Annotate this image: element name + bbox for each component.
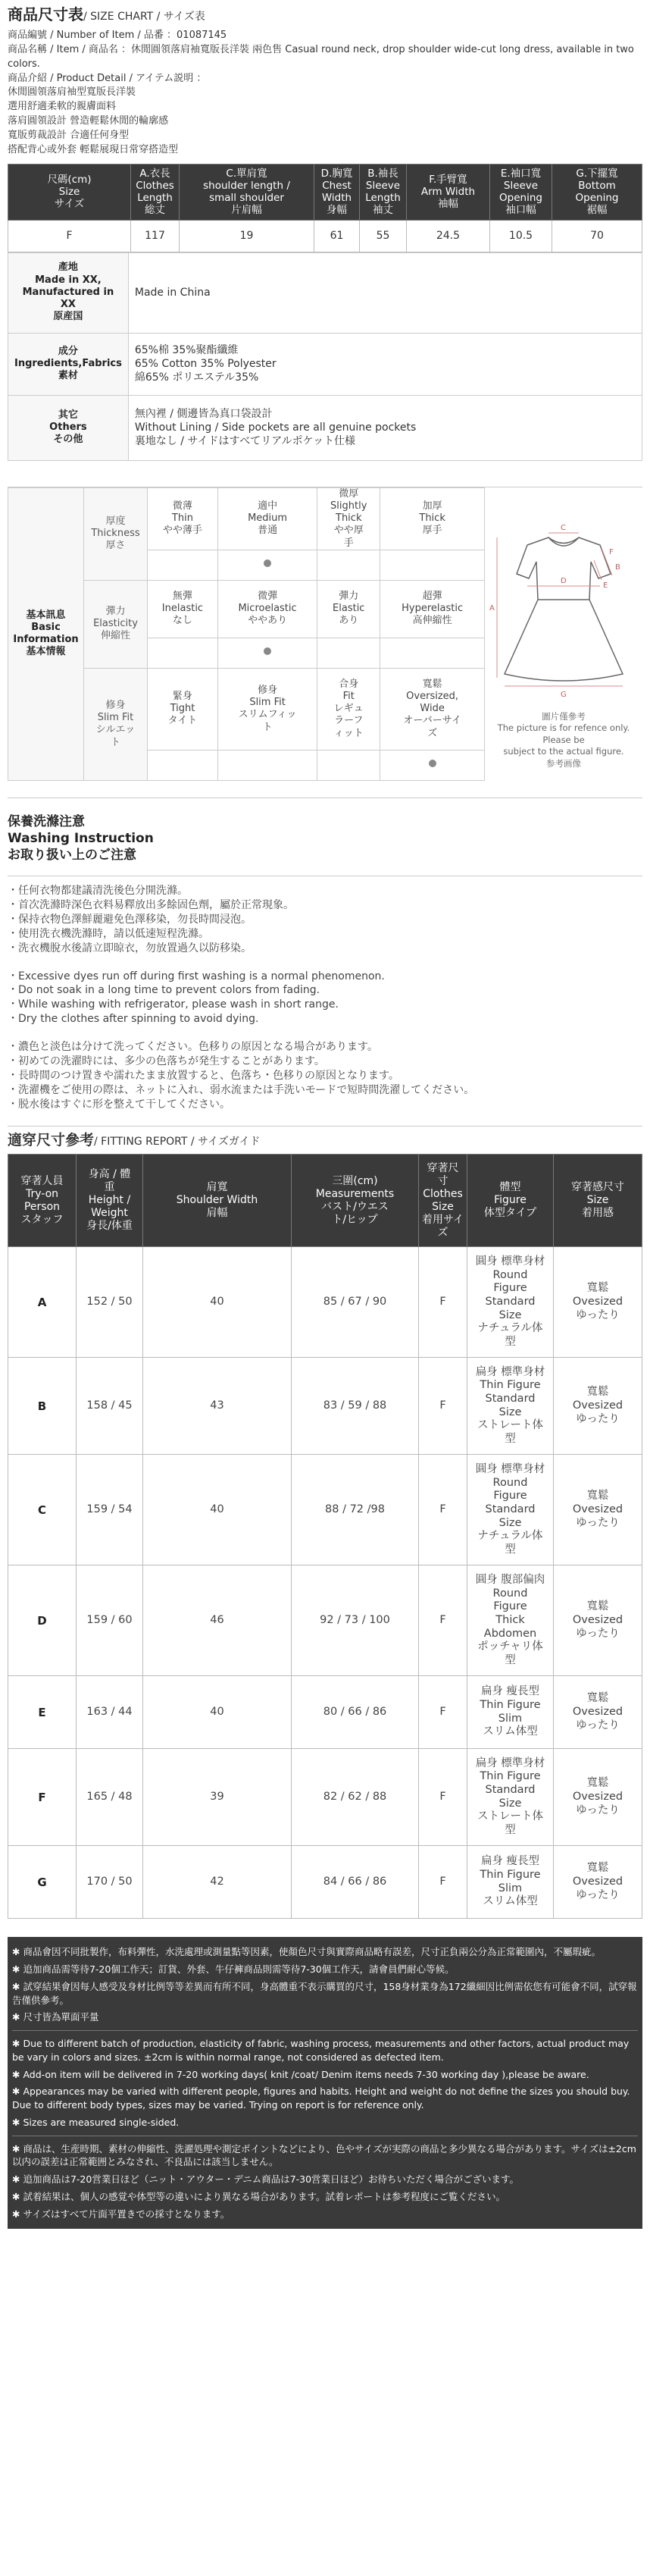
shoulder-width: 40	[143, 1676, 292, 1749]
dot-cell	[148, 638, 218, 668]
diagram-letter: A	[489, 603, 495, 613]
product-detail-line: 選用舒適柔軟的親膚面料	[8, 101, 117, 113]
figure-type: 圓身 標準身材 Round Figure Standard Size ナチュラル体 型	[467, 1455, 554, 1565]
basic-info-label: 基本訊息 Basic Information 基本情報	[8, 487, 84, 780]
clothes-size: F	[419, 1455, 467, 1565]
size-chart-heading	[8, 3, 642, 29]
fit-option: 合身 Fit レギュ ラーフ ィット	[317, 668, 380, 750]
measurements: 92 / 73 / 100	[292, 1565, 419, 1676]
measurements-header: 三圍(cm) Measurements バスト/ウエス ト/ヒップ	[292, 1155, 419, 1247]
size-table	[8, 164, 642, 252]
others-value: 無內裡 / 側邊皆為真口袋設計 Without Lining / Side pockets are all genuine pockets 裏地なし / サイドはすべてリアルポケット仕様	[128, 395, 642, 460]
size-header: 尺碼(cm) Size サイズ	[8, 164, 131, 220]
table-row	[8, 220, 642, 252]
measurements: 84 / 66 / 86	[292, 1846, 419, 1919]
table-row	[8, 1676, 642, 1749]
diagram-letter: D	[561, 576, 567, 585]
clothes-size: F	[419, 1247, 467, 1358]
chest-width-cell: 61	[314, 220, 360, 252]
basic-info-section	[8, 487, 642, 781]
washing-line: ・脱水後はすぐに形を整えて干してください。	[8, 1098, 230, 1111]
fit-feel: 寬鬆 Ovesized ゆったり	[554, 1749, 642, 1846]
fit-option: 修身 Slim Fit スリムフィッ ト	[217, 668, 317, 750]
person-header: 穿著人員 Try-on Person スタッフ	[8, 1155, 77, 1247]
bottom-opening-cell: 70	[552, 220, 642, 252]
fit-feel: 寬鬆 Ovesized ゆったり	[554, 1455, 642, 1565]
note-line: ✱ 試着結果は、個人の感覚や体型等の違いにより異なる場合があります。試着レポートは参考程度にご覧ください。	[12, 2190, 505, 2202]
divider	[12, 2030, 638, 2031]
shoulder-width-header: 肩寬 Shoulder Width 肩幅	[143, 1155, 292, 1247]
others-row	[8, 395, 642, 460]
figure-type: 扁身 瘦長型 Thin Figure Slim スリム体型	[467, 1846, 554, 1919]
sleeve-length-header: B.袖長 Sleeve Length 袖丈	[360, 164, 407, 220]
dot-cell	[217, 550, 317, 580]
washing-line: ・任何衣物都建議清洗後色分開洗滌。	[8, 885, 188, 898]
dot-cell	[217, 750, 317, 780]
shoulder-width: 42	[143, 1846, 292, 1919]
selected-dot-icon	[264, 559, 271, 567]
measurements: 83 / 59 / 88	[292, 1358, 419, 1455]
chest-width-header: D.胸寬 Chest Width 身幅	[314, 164, 360, 220]
note-line: ✱ 追加商品需等待7-20個工作天；訂貨、外套、牛仔褲商品則需等待7-30個工作天，請會員們耐心等候。	[12, 1963, 455, 1976]
figure-type: 扁身 標準身材 Thin Figure Standard Size ストレート体 型	[467, 1749, 554, 1846]
clothes-size: F	[419, 1846, 467, 1919]
table-row	[8, 1247, 642, 1358]
shoulder-width: 40	[143, 1247, 292, 1358]
product-detail-line: 搭配背心或外套 輕鬆展現日常穿搭造型	[8, 143, 179, 155]
elasticity-option: 超彈 Hyperelastic 高伸縮性	[380, 580, 485, 638]
dot-cell	[380, 638, 485, 668]
height-weight: 152 / 50	[77, 1247, 143, 1358]
diagram-note: 圖片僅參考 The picture is for refence only. Please be subject to the actual figure. 参考画像	[497, 710, 630, 769]
size-chart-subtitle: / SIZE CHART / サイズ表	[83, 11, 205, 23]
figure-type: 圓身 腹部偏肉 Round Figure Thick Abdomen ポッチャリ体 型	[467, 1565, 554, 1676]
clothes-length-cell: 117	[131, 220, 180, 252]
height-weight: 159 / 54	[77, 1455, 143, 1565]
diagram-letter: E	[603, 581, 608, 590]
diagram-letter: B	[615, 563, 620, 572]
fabric-value: 65%棉 35%聚酯纖維 65% Cotton 35% Polyester 綿65% ポリエステル35%	[128, 333, 642, 395]
origin-value: Made in China	[128, 252, 642, 333]
washing-line: ・Do not soak in a long time to prevent colors from fading.	[8, 984, 320, 997]
size-chart-title: 商品尺寸表	[8, 5, 83, 24]
dot-cell	[217, 638, 317, 668]
clothes-size: F	[419, 1565, 467, 1676]
dress-diagram	[485, 487, 642, 781]
note-line: ✱ サイズはすべて片面平置きでの採寸となります。	[12, 2208, 230, 2220]
person-name: G	[8, 1846, 77, 1919]
dot-cell	[317, 550, 380, 580]
clothes-length-header: A.衣長 Clothes Length 総丈	[131, 164, 180, 220]
diagram-letter: F	[609, 547, 614, 556]
product-detail-line: 落肩圓領設計 營造輕鬆休閒的輪廓感	[8, 115, 169, 127]
measurements: 88 / 72 /98	[292, 1455, 419, 1565]
product-detail-line: 寬版剪裁設計 合適任何身型	[8, 129, 130, 141]
person-name: B	[8, 1358, 77, 1455]
height-weight: 165 / 48	[77, 1749, 143, 1846]
fit-feel: 寬鬆 Ovesized ゆったり	[554, 1846, 642, 1919]
washing-title-jp: お取り扱い上のご注意	[8, 848, 136, 863]
selected-dot-icon	[264, 647, 271, 655]
height-weight: 170 / 50	[77, 1846, 143, 1919]
washing-line: ・使用洗衣機洗滌時，請以低速短程洗滌。	[8, 927, 209, 940]
thickness-label: 厚度 Thickness 厚さ	[84, 487, 148, 580]
elasticity-option: 無彈 Inelastic なし	[148, 580, 218, 638]
fit-feel: 寬鬆 Ovesized ゆったり	[554, 1676, 642, 1749]
elasticity-option: 彈力 Elastic あり	[317, 580, 380, 638]
fabric-row	[8, 333, 642, 395]
shoulder-length-cell: 19	[180, 220, 314, 252]
thickness-option: 微薄 Thin やや薄手	[148, 487, 218, 550]
washing-line: ・長時間のつけ置きや濡れたまま放置すると、色落ち・色移りの原因となります。	[8, 1069, 399, 1082]
thickness-row	[8, 487, 485, 550]
note-line: ✱ 追加商品は7-20営業日ほど（ニット・アウター・デニム商品は7-30営業日ほど）お待ちいただく場合がございます。	[12, 2173, 520, 2186]
fit-label: 修身 Slim Fit シルエッ ト	[84, 668, 148, 780]
product-number: 商品編號 / Number of Item / 品番 ：01087145	[8, 30, 227, 41]
fit-feel: 寬鬆 Ovesized ゆったり	[554, 1358, 642, 1455]
thickness-option: 加厚 Thick 厚手	[380, 487, 485, 550]
table-row	[8, 1846, 642, 1919]
figure-type: 扁身 瘦長型 Thin Figure Slim スリム体型	[467, 1676, 554, 1749]
height-weight: 158 / 45	[77, 1358, 143, 1455]
washing-title-zh: 保養洗滌注意	[8, 813, 85, 829]
size-table-header	[8, 164, 642, 220]
thickness-option: 適中 Medium 普通	[217, 487, 317, 550]
note-line: ✱ Add-on item will be delivered in 7-20 working days( knit /coat/ Denim items needs 7-30 working day ),please be aware.	[12, 2068, 589, 2080]
note-line: ✱ Appearances may be varied with different people, figures and habits. Height and weight do not define the sizes you should buy. Due to different body types, sizes may be varied. Trying on report is for reference only.	[12, 2086, 630, 2111]
fitting-heading	[8, 1126, 642, 1155]
bottom-opening-header: G.下擺寬 Bottom Opening 裾幅	[552, 164, 642, 220]
washing-line: ・Dry the clothes after spinning to avoid dying.	[8, 1013, 259, 1026]
note-line: ✱ 商品會因不同批製作，布料彈性，水洗處理或測量點等因素，使顏色尺寸與實際商品略有誤差，尺寸正負兩公分為正常範圍內，不屬瑕疵。	[12, 1946, 601, 1958]
note-line: ✱ Sizes are measured single-sided.	[12, 2116, 180, 2128]
selected-dot-icon	[429, 760, 436, 767]
person-name: A	[8, 1247, 77, 1358]
dress-sketch-icon	[488, 515, 639, 704]
fit-feel: 寬鬆 Ovesized ゆったり	[554, 1247, 642, 1358]
measurements: 85 / 67 / 90	[292, 1247, 419, 1358]
sleeve-opening-cell: 10.5	[490, 220, 552, 252]
note-line: ✱ 尺寸皆為單面平量	[12, 2011, 99, 2023]
fitting-table-header	[8, 1155, 642, 1247]
height-weight-header: 身高 / 體 重 Height / Weight 身長/体重	[77, 1155, 143, 1247]
fit-option: 寬鬆 Oversized, Wide オーバーサイ ズ	[380, 668, 485, 750]
clothes-size: F	[419, 1749, 467, 1846]
origin-label: 產地 Made in XX, Manufactured in XX 原産国	[8, 252, 129, 333]
table-row	[8, 1565, 642, 1676]
table-row	[8, 1749, 642, 1846]
fit-feel-header: 穿著感尺寸 Size 着用感	[554, 1155, 642, 1247]
arm-width-cell: 24.5	[407, 220, 490, 252]
washing-line: ・While washing with refrigerator, please wash in short range.	[8, 998, 339, 1011]
washing-line: ・洗濯機をご使用の際は、ネットに入れ、弱水流または手洗いモードで短時間洗濯してください。	[8, 1083, 475, 1096]
washing-line: ・濃色と淡色は分けて洗ってください。色移りの原因となる場合があります。	[8, 1041, 378, 1054]
diagram-letter: G	[561, 690, 567, 699]
washing-line: ・首次洗滌時深色衣料易釋放出多餘固色劑，屬於正常現象。	[8, 899, 294, 912]
fabric-label: 成分 Ingredients,Fabrics 素材	[8, 333, 129, 395]
product-detail-label: 商品介紹 / Product Detail / アイテム説明 ：	[8, 72, 207, 84]
product-info	[8, 29, 642, 158]
washing-line: ・初めての洗濯時には、多少の色落ちが発生することがあります。	[8, 1055, 325, 1068]
washing-line: ・保持衣物色澤鮮麗避免色澤移染，勿長時間浸泡。	[8, 913, 252, 926]
shoulder-width: 46	[143, 1565, 292, 1676]
figure-type: 圓身 標準身材 Round Figure Standard Size ナチュラル体 型	[467, 1247, 554, 1358]
diagram-letter: C	[561, 523, 566, 532]
person-name: D	[8, 1565, 77, 1676]
clothes-size: F	[419, 1676, 467, 1749]
person-name: E	[8, 1676, 77, 1749]
note-line: ✱ 試穿結果會因每人感受及身材比例等等差異而有所不同，身高體重不表示購買的尺寸，158身材業身為172纖細因比例需依您有可能會不同，試穿報告僅供參考。	[12, 1980, 637, 2006]
sleeve-length-cell: 55	[360, 220, 407, 252]
washing-section	[8, 798, 642, 1112]
shoulder-width: 39	[143, 1749, 292, 1846]
washing-title-en: Washing Instruction	[8, 830, 154, 846]
fitting-table	[8, 1154, 642, 1919]
dot-cell	[380, 750, 485, 780]
table-row	[8, 1455, 642, 1565]
fitting-subtitle: / FITTING REPORT / サイズガイド	[94, 1135, 261, 1148]
height-weight: 159 / 60	[77, 1565, 143, 1676]
others-label: 其它 Others その他	[8, 395, 129, 460]
clothes-size-header: 穿著尺 寸 Clothes Size 着用サイ ズ	[419, 1155, 467, 1247]
product-name: 商品名稱 / Item / 商品名 ：休閒圓領落肩袖寬版長洋裝 兩色售 Casual round neck, drop shoulder wide-cut long dress, available in two colors.	[8, 43, 634, 70]
person-name: F	[8, 1749, 77, 1846]
product-detail-line: 休閒圓領落肩袖型寬版長洋裝	[8, 86, 136, 99]
notes-section	[8, 1937, 642, 2229]
elasticity-option: 微彈 Microelastic ややあり	[217, 580, 317, 638]
elasticity-label: 彈力 Elasticity 伸縮性	[84, 580, 148, 668]
person-name: C	[8, 1455, 77, 1565]
height-weight: 163 / 44	[77, 1676, 143, 1749]
fitting-title: 適穿尺寸參考	[8, 1131, 95, 1149]
dot-cell	[317, 638, 380, 668]
clothes-size: F	[419, 1358, 467, 1455]
shoulder-width: 43	[143, 1358, 292, 1455]
dot-cell	[148, 550, 218, 580]
sleeve-opening-header: E.袖口寬 Sleeve Opening 袖口幅	[490, 164, 552, 220]
detail-table	[8, 252, 642, 461]
dot-cell	[148, 750, 218, 780]
fit-option: 緊身 Tight タイト	[148, 668, 218, 750]
dot-cell	[380, 550, 485, 580]
shoulder-length-header: C.單肩寬 shoulder length / small shoulder 片肩幅	[180, 164, 314, 220]
table-row	[8, 1358, 642, 1455]
arm-width-header: F.手臂寬 Arm Width 袖幅	[407, 164, 490, 220]
fit-feel: 寬鬆 Ovesized ゆったり	[554, 1565, 642, 1676]
measurements: 82 / 62 / 88	[292, 1749, 419, 1846]
note-line: ✱ Due to different batch of production, elasticity of fabric, washing process, measurements and other factors, actual product may be vary in colors and sizes. ±2cm is within normal range, not considered as defected item.	[12, 2038, 630, 2063]
thickness-option: 微厚 Slightly Thick やや厚 手	[317, 487, 380, 550]
note-line: ✱ 商品は、生産時期、素材の伸縮性、洗濯処理や測定ポイントなどにより、色やサイズが実際の商品と多少異なる場合があります。サイズは±2cm以内の誤差は正常範囲とみなされ、不良品には該当しません。	[12, 2142, 636, 2168]
dot-cell	[317, 750, 380, 780]
figure-type: 扁身 標準身材 Thin Figure Standard Size ストレート体 型	[467, 1358, 554, 1455]
origin-row	[8, 252, 642, 333]
figure-header: 體型 Figure 体型タイプ	[467, 1155, 554, 1247]
shoulder-width: 40	[143, 1455, 292, 1565]
basic-info-table	[8, 487, 485, 781]
washing-line: ・洗衣機脫水後請立即晾衣，勿放置過久以防移染。	[8, 942, 252, 954]
measurements: 80 / 66 / 86	[292, 1676, 419, 1749]
washing-line: ・Excessive dyes run off during first washing is a normal phenomenon.	[8, 970, 385, 982]
size-cell: F	[8, 220, 131, 252]
